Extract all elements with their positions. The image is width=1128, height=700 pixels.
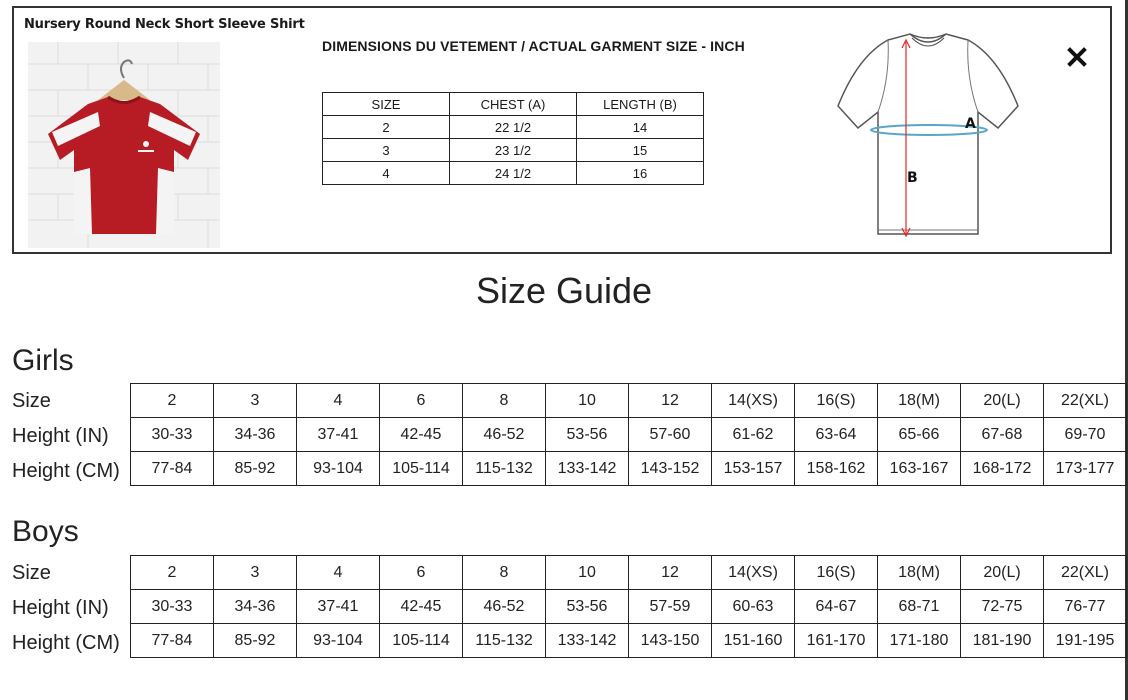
table-cell: 3 xyxy=(323,139,450,162)
table-cell: 15 xyxy=(577,139,704,162)
product-name: Nursery Round Neck Short Sleeve Shirt xyxy=(24,17,305,32)
table-cell: 57-59 xyxy=(629,590,712,624)
table-cell: 168-172 xyxy=(961,452,1044,486)
table-cell: 20(L) xyxy=(961,384,1044,418)
table-cell: 22(XL) xyxy=(1044,556,1127,590)
table-cell: 93-104 xyxy=(297,624,380,658)
girls-size-table xyxy=(130,383,1127,486)
row-label-height-in: Height (IN) xyxy=(12,425,109,447)
table-cell: 30-33 xyxy=(131,590,214,624)
table-cell: 16 xyxy=(577,162,704,185)
row-label-height-cm: Height (CM) xyxy=(12,460,120,482)
table-cell: 133-142 xyxy=(546,624,629,658)
table-cell: 42-45 xyxy=(380,418,463,452)
close-icon[interactable] xyxy=(1064,44,1090,70)
table-cell: 3 xyxy=(214,556,297,590)
table-cell: 16(S) xyxy=(795,556,878,590)
table-cell: 42-45 xyxy=(380,590,463,624)
table-cell: 115-132 xyxy=(463,624,546,658)
table-cell: 34-36 xyxy=(214,418,297,452)
table-cell: 22 1/2 xyxy=(450,116,577,139)
table-cell: 37-41 xyxy=(297,418,380,452)
row-label-size: Size xyxy=(12,562,51,584)
product-photo xyxy=(28,42,220,248)
garment-size-table xyxy=(322,92,704,185)
table-cell: 85-92 xyxy=(214,452,297,486)
table-cell: 12 xyxy=(629,384,712,418)
table-cell: 181-190 xyxy=(961,624,1044,658)
row-label-height-in: Height (IN) xyxy=(12,597,109,619)
table-cell: 18(M) xyxy=(878,384,961,418)
row-label-size: Size xyxy=(12,390,51,412)
boys-section-title: Boys xyxy=(12,515,79,548)
table-cell: 53-56 xyxy=(546,590,629,624)
table-cell: 143-150 xyxy=(629,624,712,658)
label-a: A xyxy=(965,116,976,132)
table-cell: 22(XL) xyxy=(1044,384,1127,418)
table-cell: 68-71 xyxy=(878,590,961,624)
table-cell: 85-92 xyxy=(214,624,297,658)
table-cell: 77-84 xyxy=(131,624,214,658)
table-cell: 171-180 xyxy=(878,624,961,658)
table-row xyxy=(323,116,704,139)
product-size-panel xyxy=(12,6,1112,254)
table-row xyxy=(131,556,1127,590)
size-guide-title: Size Guide xyxy=(475,270,653,311)
table-cell: 161-170 xyxy=(795,624,878,658)
table-cell: 153-157 xyxy=(712,452,795,486)
table-cell: 34-36 xyxy=(214,590,297,624)
dimensions-title: DIMENSIONS DU VETEMENT / ACTUAL GARMENT SIZE - INCH xyxy=(322,38,745,54)
table-cell: 63-64 xyxy=(795,418,878,452)
table-cell: 65-66 xyxy=(878,418,961,452)
label-b: B xyxy=(907,170,918,186)
table-cell: 24 1/2 xyxy=(450,162,577,185)
table-cell: 163-167 xyxy=(878,452,961,486)
table-cell: 14 xyxy=(577,116,704,139)
boys-size-table xyxy=(130,555,1127,658)
table-cell: 4 xyxy=(297,384,380,418)
table-cell: 60-63 xyxy=(712,590,795,624)
table-header-cell: SIZE xyxy=(323,93,450,116)
table-cell: 12 xyxy=(629,556,712,590)
table-cell: 18(M) xyxy=(878,556,961,590)
table-cell: 93-104 xyxy=(297,452,380,486)
table-cell: 64-67 xyxy=(795,590,878,624)
table-cell: 72-75 xyxy=(961,590,1044,624)
table-cell: 30-33 xyxy=(131,418,214,452)
table-cell: 61-62 xyxy=(712,418,795,452)
table-cell: 158-162 xyxy=(795,452,878,486)
table-cell: 133-142 xyxy=(546,452,629,486)
table-cell: 37-41 xyxy=(297,590,380,624)
table-cell: 2 xyxy=(131,556,214,590)
table-row xyxy=(131,452,1127,486)
table-row xyxy=(131,384,1127,418)
table-cell: 14(XS) xyxy=(712,384,795,418)
table-cell: 115-132 xyxy=(463,452,546,486)
table-cell: 4 xyxy=(297,556,380,590)
table-cell: 76-77 xyxy=(1044,590,1127,624)
table-cell: 2 xyxy=(323,116,450,139)
table-row xyxy=(131,590,1127,624)
table-cell: 77-84 xyxy=(131,452,214,486)
table-cell: 69-70 xyxy=(1044,418,1127,452)
table-cell: 6 xyxy=(380,556,463,590)
table-cell: 46-52 xyxy=(463,590,546,624)
table-cell: 191-195 xyxy=(1044,624,1127,658)
table-cell: 2 xyxy=(131,384,214,418)
table-cell: 8 xyxy=(463,556,546,590)
table-cell: 4 xyxy=(323,162,450,185)
table-cell: 3 xyxy=(214,384,297,418)
table-cell: 53-56 xyxy=(546,418,629,452)
table-cell: 57-60 xyxy=(629,418,712,452)
table-cell: 20(L) xyxy=(961,556,1044,590)
table-row xyxy=(131,624,1127,658)
table-cell: 8 xyxy=(463,384,546,418)
table-cell: 14(XS) xyxy=(712,556,795,590)
table-header-cell: CHEST (A) xyxy=(450,93,577,116)
table-cell: 46-52 xyxy=(463,418,546,452)
shirt-measurement-diagram xyxy=(828,28,1028,248)
table-cell: 10 xyxy=(546,556,629,590)
table-cell: 23 1/2 xyxy=(450,139,577,162)
table-cell: 105-114 xyxy=(380,624,463,658)
table-cell: 173-177 xyxy=(1044,452,1127,486)
table-cell: 143-152 xyxy=(629,452,712,486)
table-header-cell: LENGTH (B) xyxy=(577,93,704,116)
table-row xyxy=(323,139,704,162)
table-header-row xyxy=(323,93,704,116)
table-cell: 6 xyxy=(380,384,463,418)
table-row xyxy=(131,418,1127,452)
table-cell: 151-160 xyxy=(712,624,795,658)
table-cell: 105-114 xyxy=(380,452,463,486)
table-cell: 16(S) xyxy=(795,384,878,418)
row-label-height-cm: Height (CM) xyxy=(12,632,120,654)
table-cell: 67-68 xyxy=(961,418,1044,452)
table-row xyxy=(323,162,704,185)
girls-section-title: Girls xyxy=(12,344,74,377)
table-cell: 10 xyxy=(546,384,629,418)
